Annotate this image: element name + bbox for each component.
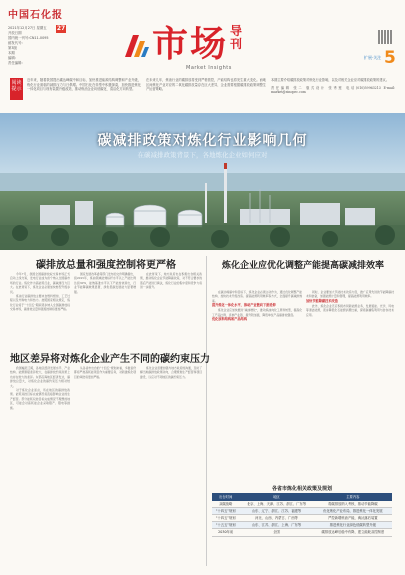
paragraph: 同时，企业要加大节能技术改造力度，推广应用先进的节能降碳技术和装备，加强能源计量和管理，提高能源利用效率。 (306, 290, 394, 299)
paragraph: 炼油行业碳排放主要来自燃料燃烧、工艺过程以及外购电力和热力。按照国家相关规定，炼化行业将于“十四五”期间逐步纳入全国碳排放权交易市场，碳排放总量和强度控制将更加严格。 (10, 294, 70, 312)
table-header-cell: 主要内容 (314, 493, 392, 501)
table-row (212, 501, 392, 508)
paragraph: 炼化企业应加快推进“减油增化”，推动炼油向化工原料转型，提高化工产品比例，延伸产业链，提升附加值，降低单位产品碳排放强度。 (212, 308, 302, 317)
article-column (212, 290, 302, 480)
info-line: 编辑: (8, 56, 16, 60)
table-header-row (212, 493, 392, 501)
newspaper-logo: 中国石化报 (8, 10, 63, 21)
edition-label: 扩展·关注 (364, 55, 382, 60)
table-cell: 北京、上海、天津、江苏、浙江、广东等 (239, 501, 313, 508)
section-title-en: Market Insights (186, 65, 232, 71)
article-column (74, 272, 136, 346)
paragraph: 从各省市出台的“十四五”规划来看，多数省份都将严控高耗能项目作为重要任务，对新建炼化项目的审批将更加严格。 (74, 366, 136, 379)
paragraph: 今年7月，我国全国碳排放权交易市场正式启动上线交易，发电行业成为首个纳入全国碳市场的行业。炼化作为高能耗行业，碳减排压力巨大。在此背景下，炼化企业必须加快转型升级步伐。 (10, 272, 70, 294)
table-cell: 严控新增炼油产能，淘汰落后装置 (314, 515, 392, 522)
table-cell: 河北、山西、内蒙古、广西等 (239, 515, 313, 522)
intro-text: 在未来几年，炼油行业的碳排放将受到严格管控，产能结构也将发生重大变化。而地区间炼化产业对应的二氧化碳排放量存在巨大差异，企业需要根据碳排放政策调整生产运营策略。 (146, 78, 266, 92)
info-line: 国内统一刊号:CN11-0095 (8, 36, 49, 40)
table-cell: 山东、江苏、浙江、上海、广东等 (239, 522, 313, 529)
table-header-cell: 出台时间 (212, 493, 239, 501)
paragraph: 我国幅员辽阔，各地区经济发展水平、产业结构、能源禀赋差异较大，在碳排放约束政策上也存在较大的差异。东部沿海地区经济发达，碳排放总量大，对炼化企业的碳约束压力相对较大。 (10, 366, 70, 388)
masthead-info (8, 26, 88, 66)
page-number: 5 (384, 48, 396, 68)
article-headline: 地区差异将对炼化企业产生不同的碳约束压力 (10, 354, 210, 365)
subheading: 加快节能降碳技术改造 (306, 298, 338, 303)
reading-tip-badge: 阅读提示 (10, 78, 23, 100)
article-column (10, 272, 70, 346)
section-title-suffix: 导刊 (230, 24, 243, 51)
intro-column (271, 78, 395, 108)
table-cell: 优化炼化产业布局，推进炼化一体化发展 (314, 507, 392, 514)
article-column (140, 272, 202, 346)
paragraph: 此外，炼化企业还应积极布局新能源业务，发展氢能、光伏、风电等清洁能源，逐步降低化石能源消费比重，探索碳捕集利用与封存技术应用。 (306, 303, 394, 317)
hero-subtitle: 在碳减排政策背景下，各地炼化企业如何应对 (137, 151, 268, 159)
paragraph: 炼化企业需要加强与地方政府的沟通，及时了解当地碳排放政策动向，合理规划生产经营和项目建设，以应对不同地区的碳约束压力。 (140, 366, 202, 379)
info-line: 第3版 (8, 46, 17, 50)
info-line: 责任编辑: (8, 61, 23, 65)
table-header-cell: 地区 (239, 493, 313, 501)
table-row (212, 515, 392, 522)
table-cell: “十四五”规划 (212, 507, 239, 514)
article-column (140, 366, 202, 562)
article-headline: 炼化企业应优化调整产能提高碳减排效率 (221, 261, 384, 271)
article-column (10, 366, 70, 562)
table-title: 各省市炼化相关政策及规划 (271, 486, 332, 492)
date-badge: 27 (56, 25, 66, 32)
policy-table (212, 493, 392, 537)
subheading: 优化原料结构和产品结构 (212, 317, 248, 322)
subheading: 提升炼化一体化水平，推动产业链向下游延伸 (212, 303, 276, 308)
table-row (212, 507, 392, 514)
section-title: 市场 (152, 24, 229, 65)
hero-title: 碳减排政策对炼化行业影响几何 (97, 133, 308, 149)
table-row (212, 522, 392, 529)
paragraph: 在碳达峰碳中和目标下，炼化企业必须主动作为，通过优化调整产能结构、加快技术升级改造、提高能源利用效率等方式，全面提升碳减排效率。 (212, 290, 302, 303)
table-cell: 双碳战略 (212, 501, 239, 508)
paragraph: 对于炼化企业而言，所在地区的碳排放政策、能耗双控目标完成情况将直接影响企业的生产经营。部分能耗双控目标完成情况不理想的地区，可能会对高耗能企业采取限产、限电等措施。 (10, 388, 70, 410)
table-cell: 2030年前 (212, 529, 239, 536)
intro-text: 近年来，随着我国提出碳达峰碳中和目标，加快推进能源结构调整和产业升级，炼化行业面临的减排压力与日俱增。中国石化在转型中积极探索，加快推进炼化一体化项目与现有装置升级改造，推动炼油企业向低碳化、清洁化方向转型。 (27, 78, 141, 92)
article-column (74, 366, 136, 562)
table-cell: “十四五”规划 (212, 515, 239, 522)
column-divider (206, 256, 207, 566)
table-cell: 山东、辽宁、浙江、江苏、福建等 (239, 507, 313, 514)
paragraph: 在此背景下，地方政府也在积极出台相关政策，推动炼化企业节能降碳改造，对不符合要求的落后产能进行淘汰，炼化行业的集中度和竞争力将进一步提升。 (140, 272, 202, 290)
table-row (212, 529, 392, 536)
intro-column (146, 78, 266, 108)
info-line: 2021年12月27日 星期五 (8, 26, 47, 30)
intro-text: 本期主要介绍碳排放政策对炼化行业影响，以及对相关企业应对碳排放政策的建议。 (271, 78, 389, 82)
article-headline: 碳排放总量和强度控制将更严格 (36, 260, 176, 271)
qr-code-icon (378, 30, 392, 44)
table-cell: 将碳排放纳入考核，推动节能降碳 (314, 501, 392, 508)
table-cell: 碳排放达峰后稳中有降，建立能耗双控制度 (314, 529, 392, 536)
editor-note: 责任编辑 张二 版式设计 张秀莲 电话(010)59963213 E-mail: market@sinopec.com (271, 85, 395, 95)
info-line: 本期 (8, 51, 15, 55)
table-cell: 推进炼化行业绿色低碳转型升级 (314, 522, 392, 529)
market-emblem-icon (123, 33, 149, 57)
info-line: 邮发代号: (8, 41, 23, 45)
info-line: 开放日期 (8, 31, 22, 35)
article-column (306, 290, 394, 480)
intro-column (27, 78, 141, 108)
table-cell: “十五五”规划 (212, 522, 239, 529)
paragraph: 国家发展改革委等部门发布的文件明确提出，到2025年，炼油领域能效标杆水平以上产能比例达到30%，能效基准水平以下产能加快退出，行业节能降碳效果显著，绿色低碳发展能力显著增强。 (74, 272, 136, 294)
table-cell: 全国 (239, 529, 313, 536)
